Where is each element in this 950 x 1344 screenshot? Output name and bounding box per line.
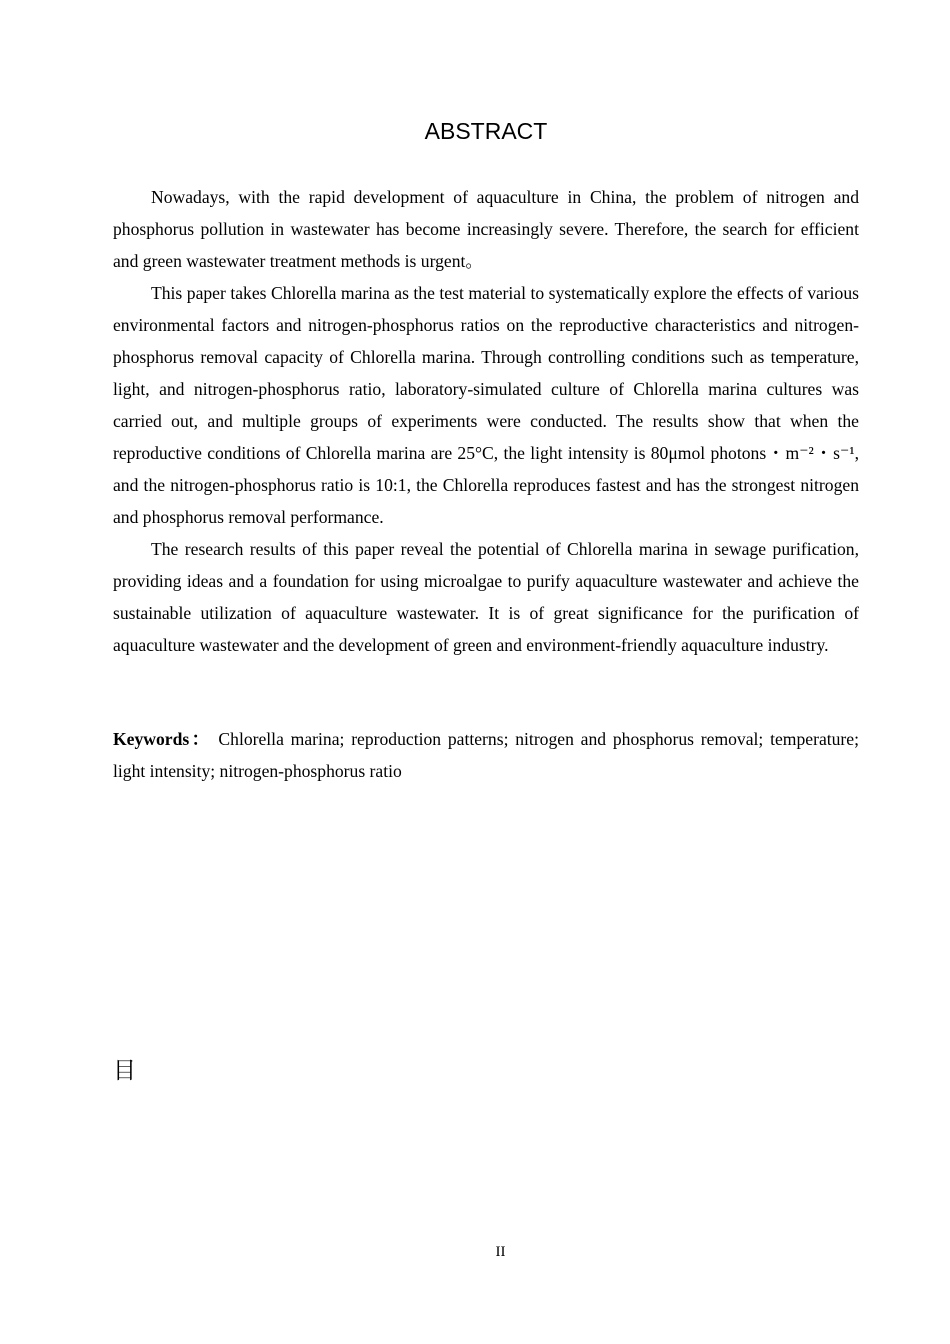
abstract-paragraph-2: This paper takes Chlorella marina as the test material to systematically explore the effects of various environmental factors and nitrogen-phosphorus ratios on the reproductive characteristics and nitrogen-phosphorus removal capacity of Chlorella marina. Through controlling conditions such as temperature, light, and nitrogen-phosphorus ratio, laboratory-simulated culture of Chlorella marina cultures was carried out, and multiple groups of experiments were conducted. The results show that when the reproductive conditions of Chlorella marina are 25°C, the light intensity is 80μmol photons・m⁻²・s⁻¹, and the nitrogen-phosphorus ratio is 10:1, the Chlorella reproduces fastest and has the strongest nitrogen and phosphorus removal performance. bbox=[113, 283, 859, 527]
keywords-line bbox=[113, 723, 859, 787]
abstract-title: ABSTRACT bbox=[424, 118, 548, 144]
keywords-text: Chlorella marina; reproduction patterns; nitrogen and phosphorus removal; temperature; light intensity; nitrogen-phosphorus ratio bbox=[113, 729, 859, 781]
abstract-paragraph-1: Nowadays, with the rapid development of aquaculture in China, the problem of nitrogen and phosphorus pollution in wastewater has become increasingly severe. Therefore, the search for efficient and green wastewater treatment methods is urgent。 bbox=[113, 187, 859, 271]
page-number: II bbox=[495, 1244, 506, 1260]
toc-heading: 目 bbox=[113, 1058, 136, 1084]
keywords-label: Keywords： bbox=[113, 729, 212, 749]
abstract-paragraph-3: The research results of this paper reveal the potential of Chlorella marina in sewage purification, providing ideas and a foundation for using microalgae to purify aquaculture wastewater and achieve the sustainable utilization of aquaculture wastewater. It is of great significance for the purification of aquaculture wastewater and the development of green and environment-friendly aquaculture industry. bbox=[113, 539, 859, 655]
abstract-body bbox=[113, 181, 859, 661]
